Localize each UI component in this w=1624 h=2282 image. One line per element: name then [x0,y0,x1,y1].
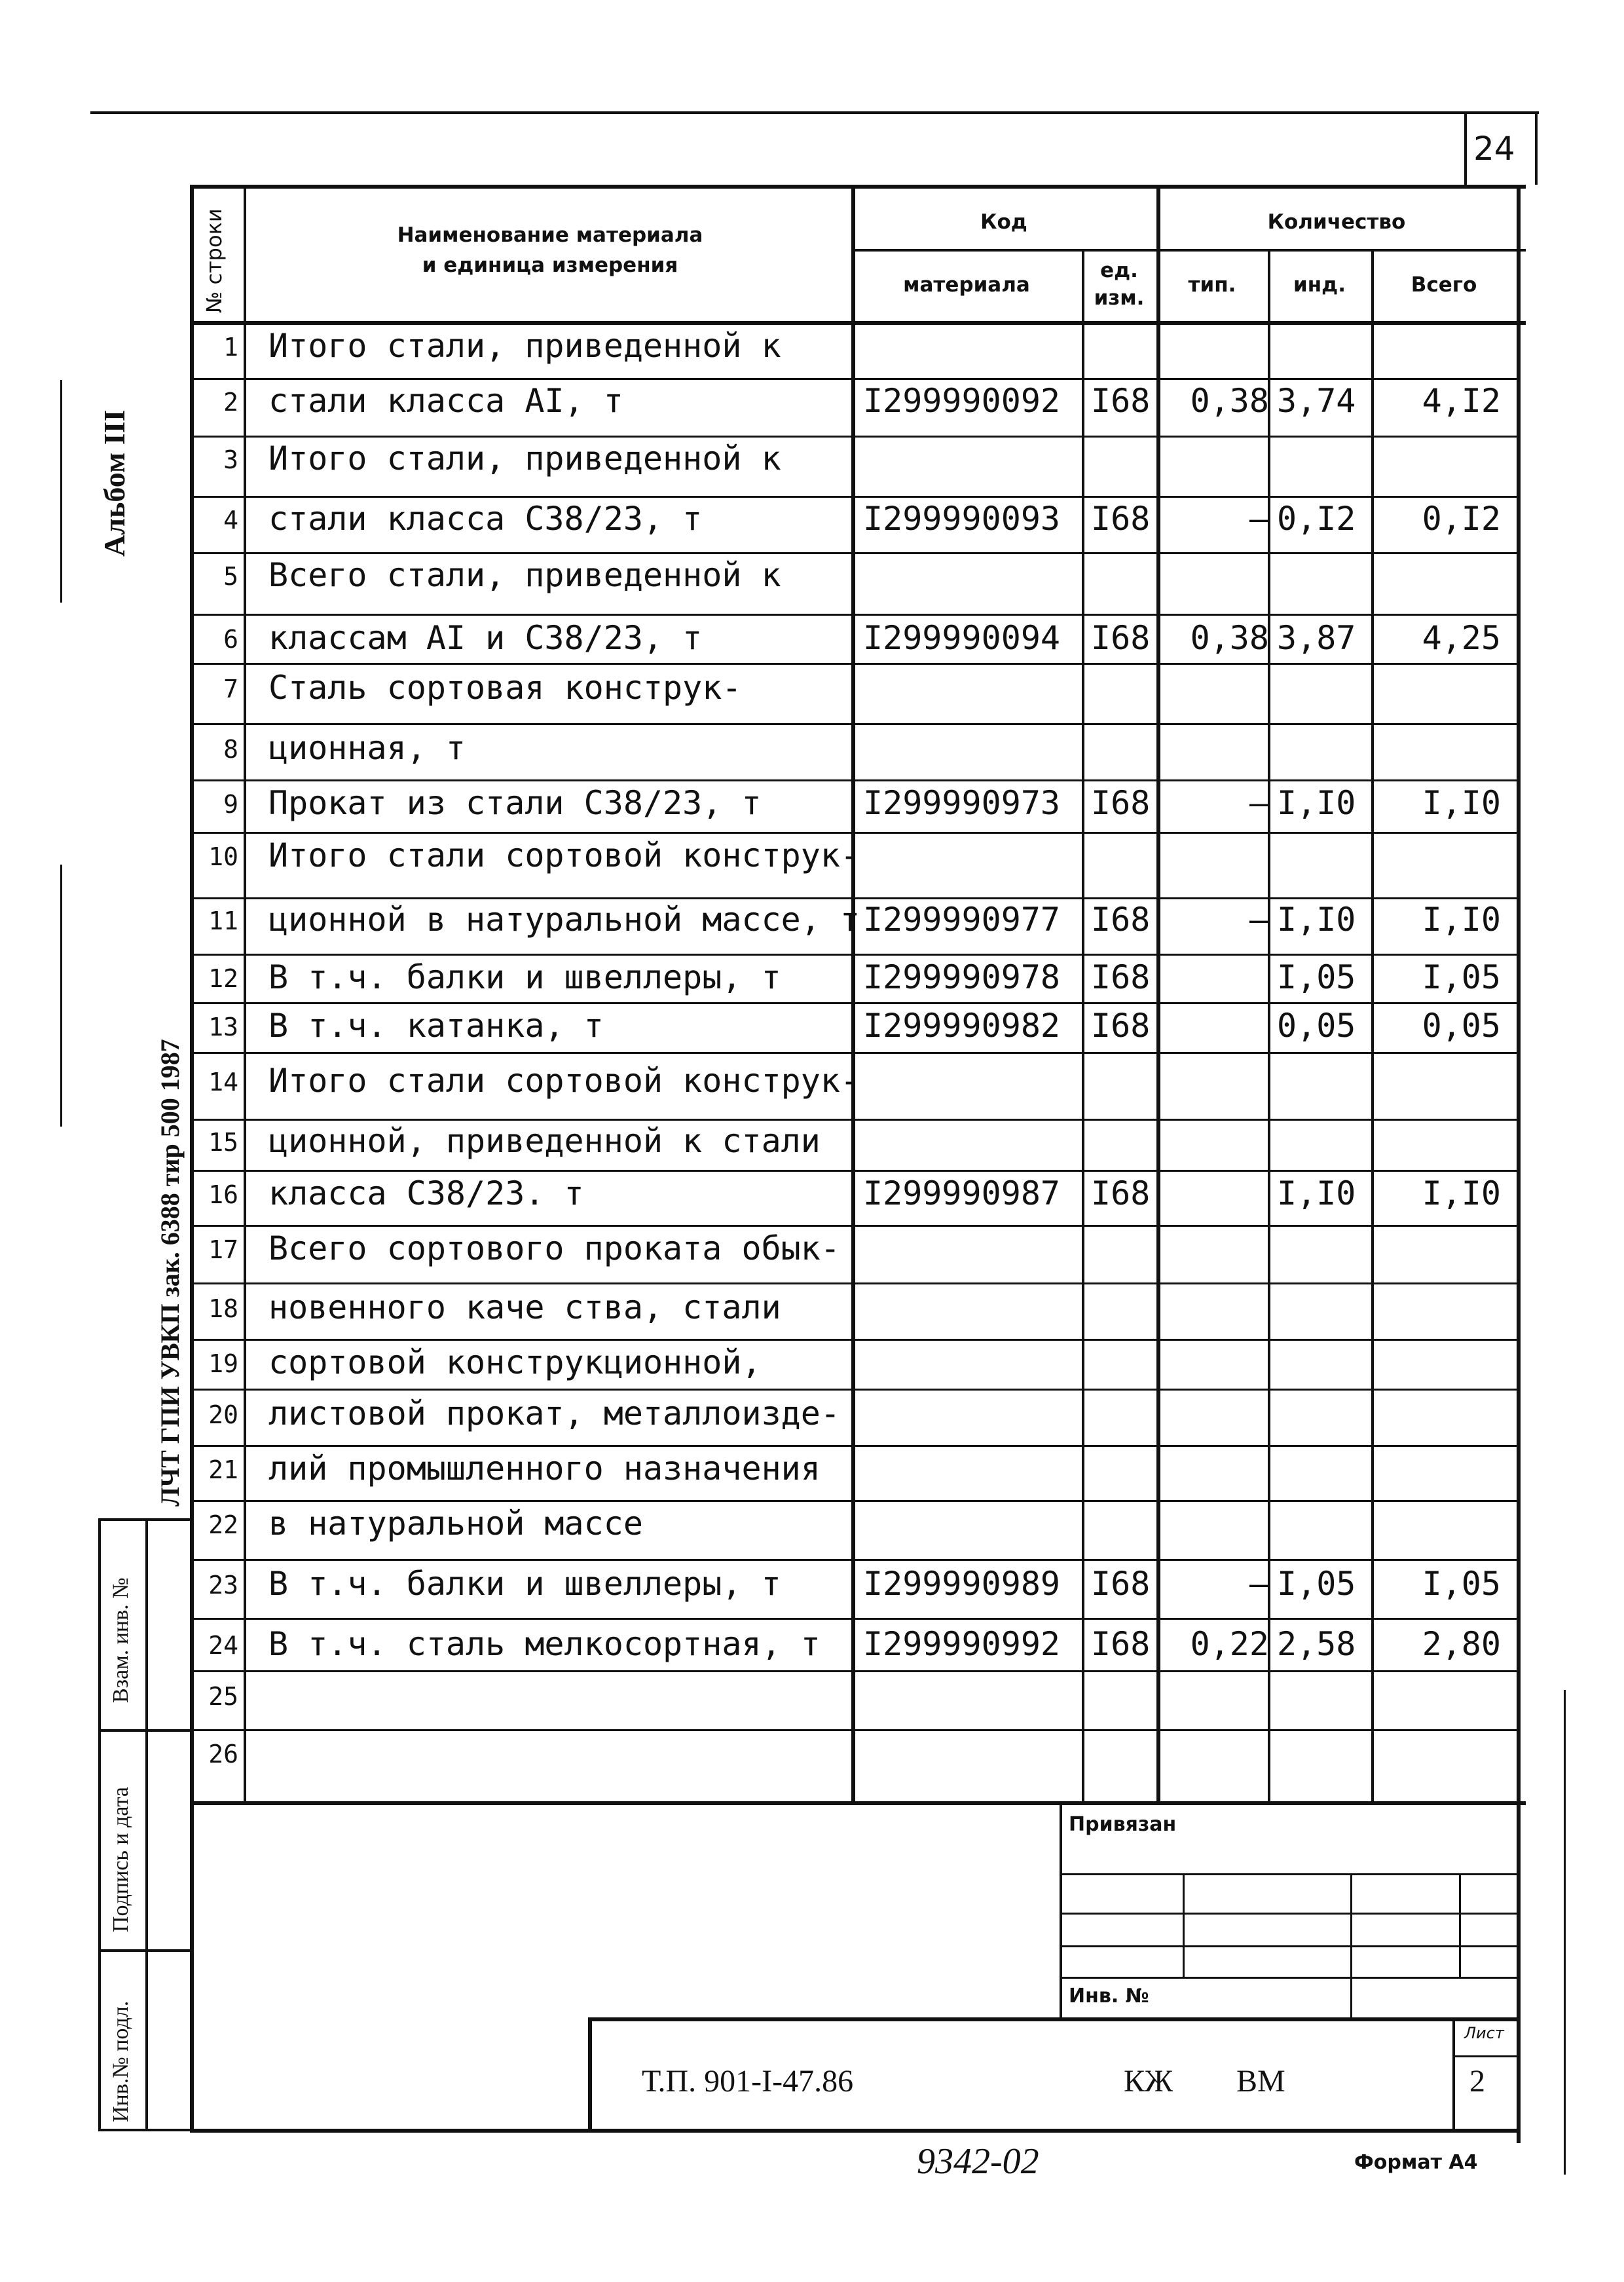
col-unit-divider [1082,249,1084,1801]
row-number: 13 [208,1013,238,1041]
row-unit: I68 [1091,784,1151,822]
row-name: сортовой конструкционной, [268,1343,762,1381]
row-qty-typical: – [1249,500,1269,538]
row-unit: I68 [1091,1174,1151,1212]
row-qty-individual: I,I0 [1277,901,1356,939]
row-code: I299990992 [863,1625,1061,1663]
row-code: I299990092 [863,382,1061,420]
row-divider [191,1339,1518,1341]
stamp-div-1 [98,1729,191,1732]
row-divider [191,1170,1518,1172]
page-number-box-left [1464,111,1467,185]
row-qty-typical: 0,38 [1190,382,1269,420]
header-code: Код [980,210,1027,234]
row-qty-individual: I,05 [1277,1565,1356,1603]
row-qty-typical: – [1249,784,1269,822]
row-number: 5 [223,562,238,591]
row-number: 6 [223,625,238,654]
row-qty-individual: 2,58 [1277,1625,1356,1663]
sheet-box-left [1452,2017,1455,2129]
header-qty-individual: инд. [1293,273,1346,297]
row-number: 8 [223,735,238,764]
title-block-top [588,2017,1518,2021]
row-divider [191,832,1518,834]
row-unit: I68 [1091,1625,1151,1663]
row-qty-total: 4,I2 [1422,382,1501,420]
archive-number: 9342-02 [917,2141,1039,2182]
row-qty-total: 4,25 [1422,619,1501,657]
row-name: В т.ч. сталь мелкосортная, т [268,1625,821,1663]
row-name: Итого стали, приведенной к [268,327,781,365]
row-qty-individual: I,05 [1277,958,1356,996]
row-code: I299990978 [863,958,1061,996]
col-total-divider [1371,249,1374,1801]
table-left-border [190,185,194,2130]
row-number: 7 [223,675,238,703]
row-qty-total: 0,05 [1422,1007,1501,1045]
header-name-line2: и единица измерения [422,253,678,277]
margin-dash-top [60,380,62,603]
row-number: 10 [208,842,238,871]
row-name: лий промышленного назначения [268,1450,821,1487]
row-qty-total: 0,I2 [1422,500,1501,538]
row-unit: I68 [1091,901,1151,939]
row-qty-total: I,I0 [1422,784,1501,822]
row-name: В т.ч. катанка, т [268,1007,604,1045]
album-label: Альбом III [98,409,131,557]
row-number: 25 [208,1682,238,1711]
row-divider [191,723,1518,725]
row-number: 2 [223,388,238,417]
row-qty-individual: I,I0 [1277,784,1356,822]
row-number: 12 [208,964,238,993]
row-name: В т.ч. балки и швеллеры, т [268,958,781,996]
row-qty-individual: 3,87 [1277,619,1356,657]
row-divider [191,1618,1518,1620]
row-qty-typical: – [1249,1565,1269,1603]
row-name: Итого стали сортовой конструк- [268,836,860,874]
row-number: 17 [208,1235,238,1264]
row-divider [191,614,1518,616]
row-qty-individual: 0,05 [1277,1007,1356,1045]
row-divider [191,1225,1518,1227]
table-right-border [1517,185,1521,2143]
row-qty-typical: 0,38 [1190,619,1269,657]
row-qty-typical: – [1249,901,1269,939]
row-name: Итого стали, приведенной к [268,440,781,477]
header-unit-line2: изм. [1094,286,1145,310]
table-bottom-border [190,1801,1526,1805]
stamp-col-top [98,1518,191,1521]
row-unit: I68 [1091,958,1151,996]
doc-code: ВМ [1236,2064,1285,2099]
row-number: 21 [208,1455,238,1484]
row-unit: I68 [1091,1565,1151,1603]
row-qty-total: I,I0 [1422,1174,1501,1212]
stamp-col-bottom [98,2129,191,2131]
row-number: 18 [208,1294,238,1323]
row-divider [191,1559,1518,1561]
order-stamp: ЛЧТ ГПИ УВКП зак. 6388 тир 500 1987 [155,1039,185,1506]
header-bottom-border [190,321,1526,325]
format-label: Формат А4 [1354,2151,1478,2174]
row-number: 1 [223,333,238,362]
row-name: ционной в натуральной массе, т [268,901,860,939]
row-name: Всего сортового проката обык- [268,1229,840,1267]
row-number: 24 [208,1631,238,1660]
row-name: ционной, приведенной к стали [268,1122,821,1160]
row-name: Всего стали, приведенной к [268,556,781,594]
inv-label: Инв. № [1069,1985,1149,2008]
table-top-border [190,185,1526,189]
header-mid-line [851,249,1526,252]
title-block-left [588,2017,592,2129]
row-divider [191,552,1518,554]
row-qty-total: I,05 [1422,1565,1501,1603]
row-divider [191,496,1518,498]
row-number: 9 [223,790,238,819]
row-qty-total: I,05 [1422,958,1501,996]
row-number: 20 [208,1400,238,1429]
row-name: класса С38/23. т [268,1174,584,1212]
row-divider [191,897,1518,899]
row-divider [191,1500,1518,1502]
row-number: 23 [208,1571,238,1599]
stamp-vzam-inv: Взам. инв. № [109,1577,133,1703]
row-number: 26 [208,1740,238,1768]
privyazan-line-1 [1060,1873,1518,1875]
row-number: 19 [208,1349,238,1378]
row-divider [191,1052,1518,1054]
row-name: В т.ч. балки и швеллеры, т [268,1565,781,1603]
sheet-number: 2 [1469,2064,1485,2099]
row-code: I299990982 [863,1007,1061,1045]
row-qty-individual: I,I0 [1277,1174,1356,1212]
header-qty-typical: тип. [1188,273,1236,297]
row-divider [191,1670,1518,1672]
row-code: I299990987 [863,1174,1061,1212]
row-code: I299990973 [863,784,1061,822]
row-divider [191,779,1518,781]
row-divider [191,378,1518,380]
row-code: I299990989 [863,1565,1061,1603]
row-unit: I68 [1091,500,1151,538]
privyazan-label: Привязан [1069,1813,1177,1836]
row-divider [191,1389,1518,1391]
row-qty-total: I,I0 [1422,901,1501,939]
row-divider [191,1002,1518,1004]
row-code: I299990093 [863,500,1061,538]
sheet-label: Лист [1464,2024,1504,2042]
privyazan-col-2 [1350,1873,1352,2017]
row-name: ционная, т [268,729,466,767]
stamp-sign-date: Подпись и дата [109,1787,133,1932]
header-code-material: материала [903,273,1030,297]
row-name: стали класса АI, т [268,382,623,420]
row-name: Сталь сортовая конструк- [268,669,742,707]
row-qty-typical: 0,22 [1190,1625,1269,1663]
page-number-box-right [1535,111,1538,185]
title-block-bottom [190,2129,1518,2133]
row-number: 16 [208,1180,238,1209]
privyazan-line-4 [1060,1977,1518,1979]
margin-dash-bottom [60,865,62,1127]
row-divider [191,954,1518,956]
row-unit: I68 [1091,619,1151,657]
stamp-col-mid [145,1518,148,2130]
header-row-number: № строки [202,208,227,313]
mark: КЖ [1124,2064,1173,2099]
row-divider [191,1445,1518,1447]
row-number: 14 [208,1068,238,1096]
row-number: 3 [223,445,238,474]
stamp-col-left [98,1518,101,2130]
row-name: листовой прокат, металлоизде- [268,1394,840,1432]
row-name: Итого стали сортовой конструк- [268,1062,860,1100]
row-number: 15 [208,1128,238,1157]
header-quantity: Количество [1267,210,1406,234]
row-divider [191,1282,1518,1284]
row-unit: I68 [1091,382,1151,420]
top-rule [90,111,1539,114]
row-qty-individual: 0,I2 [1277,500,1356,538]
privyazan-col-3 [1459,1873,1461,1978]
stamp-inv-podl: Инв.№ подл. [109,2000,133,2122]
privyazan-col-1 [1183,1873,1185,1978]
row-name: классам АI и С38/23, т [268,619,703,657]
row-qty-individual: 3,74 [1277,382,1356,420]
stamp-div-2 [98,1949,191,1952]
row-divider [191,663,1518,665]
right-edge-mark [1564,1690,1566,2175]
row-name: стали класса С38/23, т [268,500,703,538]
row-unit: I68 [1091,1007,1151,1045]
privyazan-line-3 [1060,1945,1518,1947]
page-number: 24 [1473,130,1515,168]
row-code: I299990094 [863,619,1061,657]
designation: Т.П. 901-I-47.86 [642,2064,854,2099]
row-name: Прокат из стали С38/23, т [268,784,762,822]
header-unit-line1: ед. [1100,259,1138,282]
privyazan-left [1060,1801,1062,2017]
row-qty-total: 2,80 [1422,1625,1501,1663]
row-name: новенного каче ства, стали [268,1288,781,1326]
row-divider [191,436,1518,438]
row-divider [191,1729,1518,1731]
sheet-box-divider [1452,2055,1518,2057]
row-divider [191,1119,1518,1121]
privyazan-line-2 [1060,1913,1518,1915]
row-number: 4 [223,506,238,534]
header-qty-total: Всего [1411,273,1477,297]
header-name-line1: Наименование материала [397,223,703,247]
row-code: I299990977 [863,901,1061,939]
row-number: 11 [208,907,238,935]
row-number: 22 [208,1510,238,1539]
row-name: в натуральной массе [268,1505,643,1543]
